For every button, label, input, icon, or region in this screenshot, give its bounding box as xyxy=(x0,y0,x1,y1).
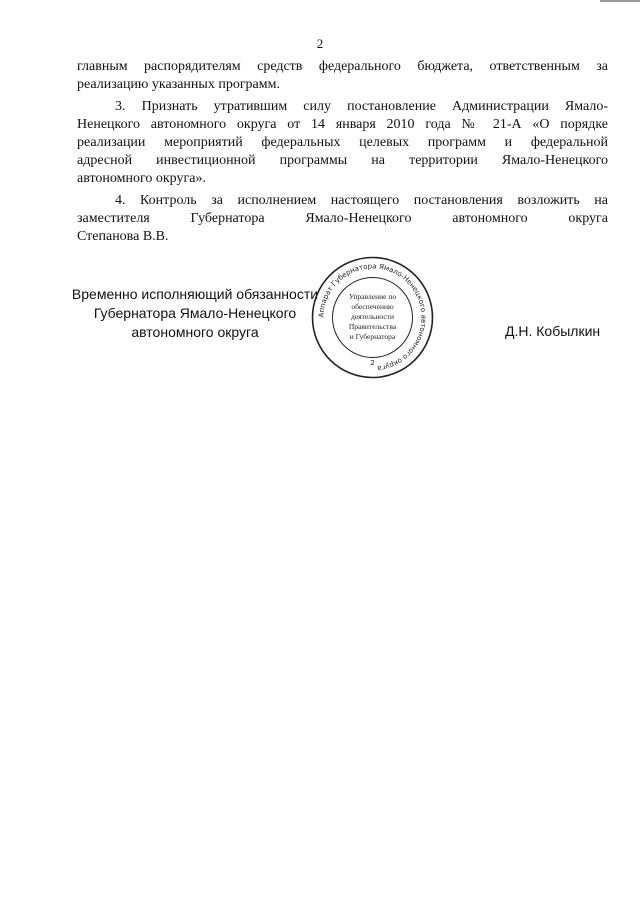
signatory-title-line: автономного округа xyxy=(131,324,259,340)
paragraph-item-3 xyxy=(77,98,608,188)
seal-center-line: обеспечению xyxy=(351,302,394,311)
text-line: Степанова В.В. xyxy=(77,229,169,244)
text-line: 4. Контроль за исполнением настоящего постановления возложить на xyxy=(115,193,608,208)
official-seal-stamp xyxy=(310,255,435,380)
signatory-title xyxy=(70,285,320,342)
document-body xyxy=(77,58,608,246)
text-line: адресной инвестиционной программы на территории Ямало-Ненецкого xyxy=(77,153,608,168)
signatory-title-line: Губернатора Ямало-Ненецкого xyxy=(93,305,297,321)
signatory-title-line: Временно исполняющий обязанности xyxy=(71,286,319,302)
seal-ring-text: Аппарат Губернатора Ямало-Ненецкого автономного округа xyxy=(317,262,428,373)
seal-center-line: и Губернатора xyxy=(349,332,396,341)
seal-center-line: Правительства xyxy=(348,322,397,331)
signatory-name: Д.Н. Кобылкин xyxy=(505,323,601,339)
text-line: Ненецкого автономного округа от 14 января 2010 года № 21-А «О порядке xyxy=(77,117,608,132)
text-line: заместителя Губернатора Ямало-Ненецкого автономного округа xyxy=(77,211,608,226)
seal-number: 2 xyxy=(370,359,375,367)
scan-edge-mark xyxy=(600,0,640,2)
text-line: 3. Признать утратившим силу постановление Администрации Ямало- xyxy=(115,99,608,114)
seal-center-line: деятельности xyxy=(351,312,394,321)
paragraph-item-4 xyxy=(77,192,608,246)
seal-center-line: Управление по xyxy=(348,292,397,301)
text-line: реализации мероприятий федеральных целевых программ и федеральной xyxy=(77,135,608,150)
page-number: 2 xyxy=(316,36,324,51)
text-line: автономного округа». xyxy=(77,171,206,186)
paragraph-continuation xyxy=(77,58,608,94)
text-line: главным распорядителям средств федерального бюджета, ответственным за xyxy=(77,59,608,74)
text-line: реализацию указанных программ. xyxy=(77,77,280,92)
